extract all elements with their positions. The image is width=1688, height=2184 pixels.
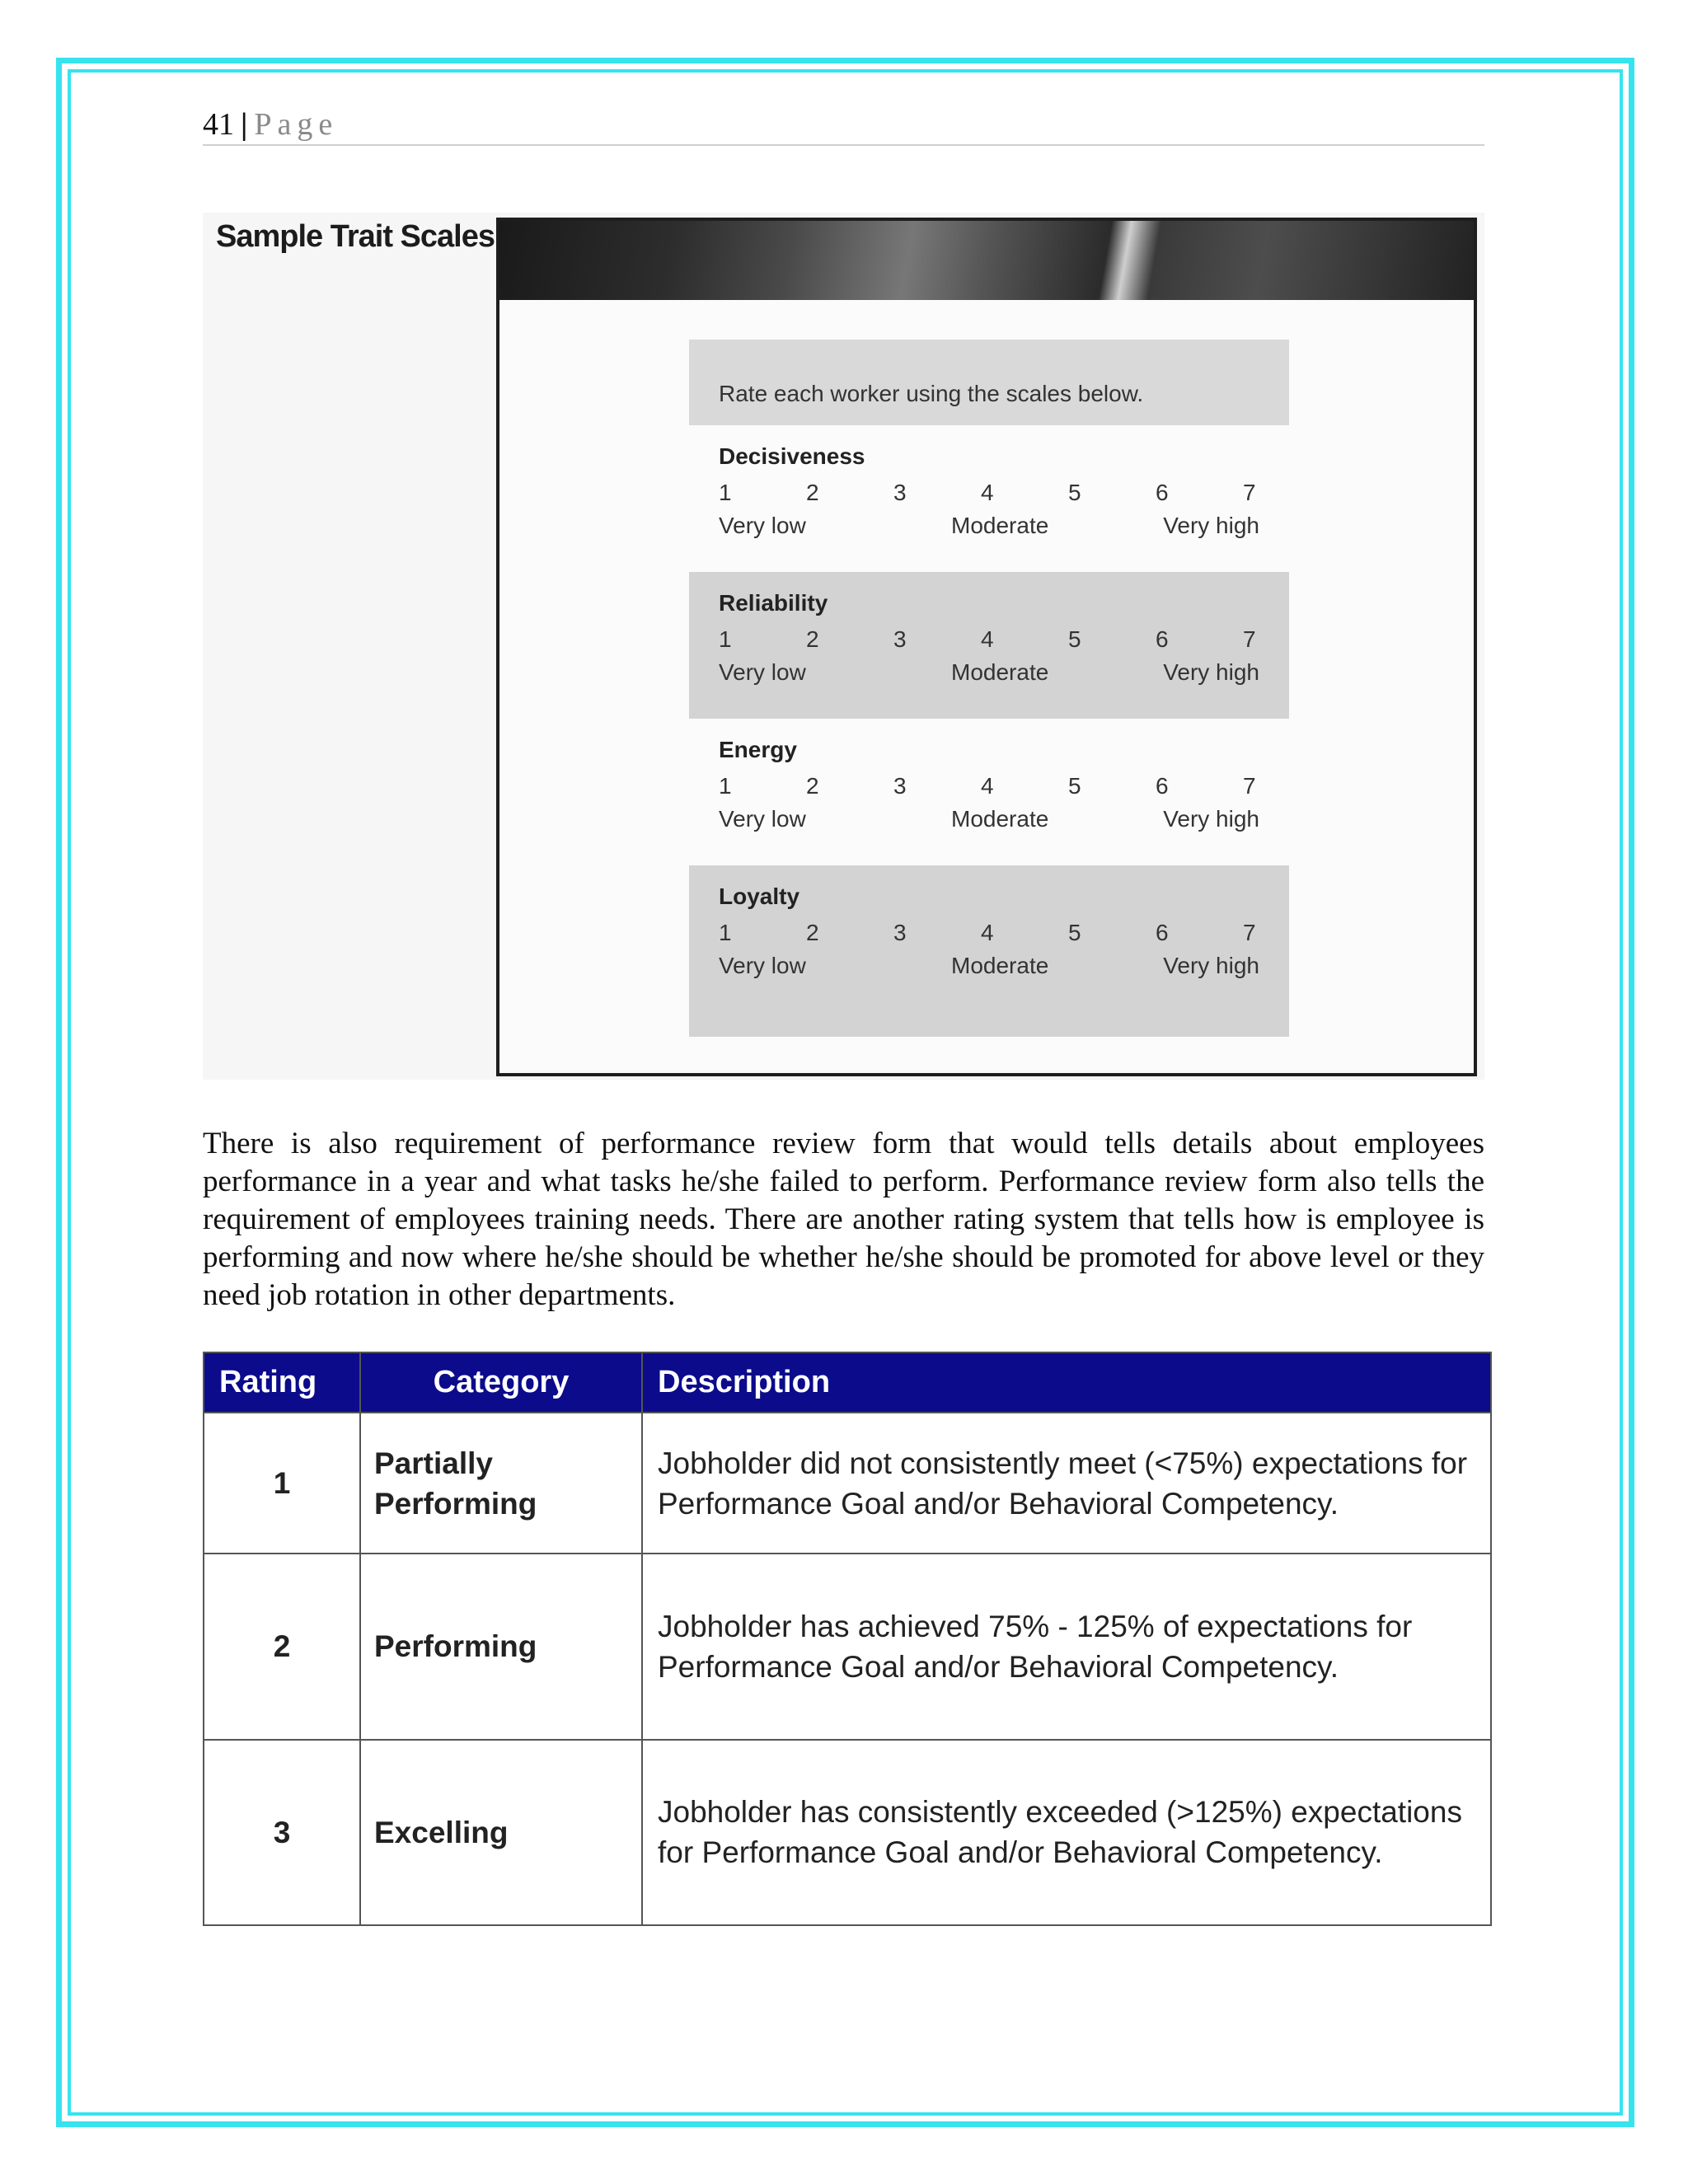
scale-point: 3: [893, 773, 907, 799]
cell-rating: 2: [204, 1554, 360, 1739]
header-description: Description: [642, 1352, 1491, 1413]
scale-point: 4: [981, 626, 994, 652]
page-label: Page: [254, 107, 339, 142]
figure-title: Sample Trait Scales: [216, 219, 495, 254]
page-number: 41: [203, 107, 234, 142]
table-row: [204, 1554, 1491, 1739]
scale-point: 5: [1068, 626, 1081, 652]
cell-category: Partially Performing: [360, 1413, 642, 1554]
scale-point: 7: [1243, 626, 1256, 652]
scale-name: Energy: [719, 737, 797, 762]
scale-points: [719, 480, 1259, 513]
scale-mid-label: Moderate: [951, 953, 1049, 978]
scale-high-label: Very high: [1163, 513, 1259, 538]
cell-description: Jobholder has achieved 75% - 125% of expectations for Performance Goal and/or Behavioral Competency.: [642, 1554, 1491, 1739]
scale-point: 6: [1156, 480, 1169, 505]
cell-rating: 1: [204, 1413, 360, 1554]
scale-high-label: Very high: [1163, 806, 1259, 832]
scale-point: 5: [1068, 480, 1081, 505]
scale-point: 1: [719, 480, 732, 505]
scales-instruction: Rate each worker using the scales below.: [689, 340, 1289, 425]
scale-low-label: Very low: [719, 953, 806, 978]
cell-category: Performing: [360, 1554, 642, 1739]
scale-point: 6: [1156, 920, 1169, 945]
scales-form: [689, 340, 1289, 1037]
scale-point: 4: [981, 480, 994, 505]
cell-description: Jobholder did not consistently meet (<75%) expectations for Performance Goal and/or Behavioral Competency.: [642, 1413, 1491, 1554]
scale-name: Decisiveness: [719, 443, 865, 469]
cell-rating: 3: [204, 1740, 360, 1925]
scale-points: [719, 920, 1259, 953]
scale-point: 7: [1243, 920, 1256, 945]
trait-scales-figure: [203, 213, 1484, 1080]
scale-point: 6: [1156, 626, 1169, 652]
scale-low-label: Very low: [719, 806, 806, 832]
page-separator: |: [241, 107, 248, 142]
rating-table: [203, 1352, 1492, 1926]
scale-points: [719, 626, 1259, 659]
scale-point: 3: [893, 480, 907, 505]
scale-decisiveness: [689, 425, 1289, 572]
scale-point: 4: [981, 920, 994, 945]
scale-mid-label: Moderate: [951, 806, 1049, 832]
scale-point: 1: [719, 920, 732, 945]
figure-banner-image: [499, 221, 1474, 300]
scale-name: Reliability: [719, 590, 828, 616]
scale-anchors: [719, 953, 1259, 986]
scale-low-label: Very low: [719, 659, 806, 685]
scale-point: 2: [806, 920, 819, 945]
scale-anchors: [719, 659, 1259, 692]
scale-point: 1: [719, 626, 732, 652]
figure-panel: [496, 218, 1477, 1076]
scale-point: 1: [719, 773, 732, 799]
scale-low-label: Very low: [719, 513, 806, 538]
scale-anchors: [719, 806, 1259, 839]
scale-mid-label: Moderate: [951, 513, 1049, 538]
body-paragraph: There is also requirement of performance review form that would tells details about employees performance in a year and what tasks he/she failed to perform. Performance review form also tells the requirement of employees training needs. There are another rating system that tells how is employee is performing and now where he/she should be whether he/she should be promoted for above level or they need job rotation in other departments.: [203, 1127, 1484, 1312]
scale-name: Loyalty: [719, 883, 800, 909]
table-row: [204, 1413, 1491, 1554]
scale-energy: [689, 719, 1289, 865]
scale-high-label: Very high: [1163, 659, 1259, 685]
scale-point: 7: [1243, 773, 1256, 799]
cell-category: Excelling: [360, 1740, 642, 1925]
scale-high-label: Very high: [1163, 953, 1259, 978]
header-rating: Rating: [204, 1352, 360, 1413]
scale-reliability: [689, 572, 1289, 719]
scale-mid-label: Moderate: [951, 659, 1049, 685]
scale-points: [719, 773, 1259, 806]
scale-point: 6: [1156, 773, 1169, 799]
scale-point: 2: [806, 773, 819, 799]
cell-description: Jobholder has consistently exceeded (>125%) expectations for Performance Goal and/or Behavioral Competency.: [642, 1740, 1491, 1925]
table-row: [204, 1740, 1491, 1925]
page-header: [203, 103, 1484, 146]
table-header-row: [204, 1352, 1491, 1413]
header-category: Category: [360, 1352, 642, 1413]
scale-point: 3: [893, 626, 907, 652]
scale-point: 2: [806, 480, 819, 505]
scale-point: 5: [1068, 920, 1081, 945]
scale-point: 3: [893, 920, 907, 945]
scale-point: 2: [806, 626, 819, 652]
scale-point: 4: [981, 773, 994, 799]
scale-anchors: [719, 513, 1259, 546]
scale-loyalty: [689, 865, 1289, 1037]
scale-point: 5: [1068, 773, 1081, 799]
scale-point: 7: [1243, 480, 1256, 505]
